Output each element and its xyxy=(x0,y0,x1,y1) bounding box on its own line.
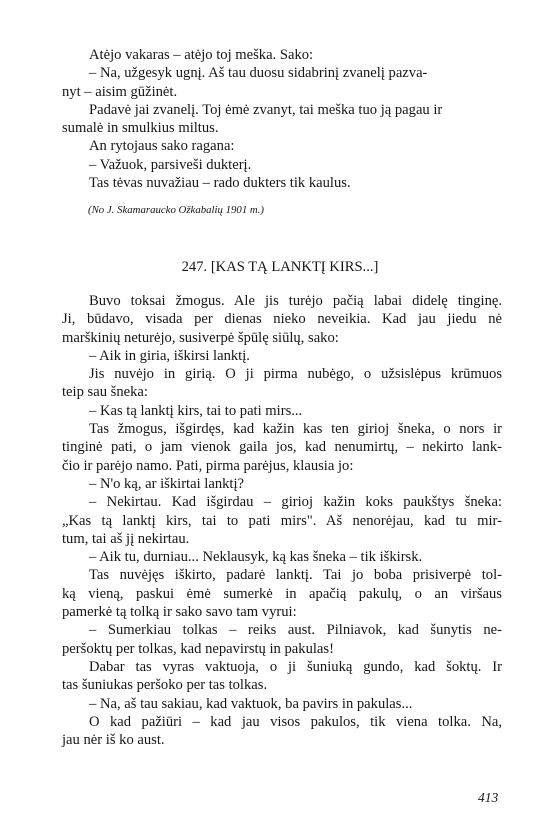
text-line: peršoktų per tolkas, kad nepavirstų in pakulas! xyxy=(62,640,334,657)
text-line: Buvo toksai žmogus. Ale jis turėjo pačią labai didelę tinginę. xyxy=(89,293,502,309)
text-line: – Na, aš tau sakiau, kad vaktuok, ba pavirs in pakulas... xyxy=(89,695,413,712)
text-line: Padavė jai zvanelį. Toj ėmė zvanyt, tai meška tuo ją pagau ir xyxy=(89,101,443,118)
source-note: (No J. Skamaraucko Ožkabalių 1901 m.) xyxy=(88,204,265,216)
text-line: tinginė pati, o jam vienok gaila jos, kad nenumirtų, – nekirto lank- xyxy=(62,439,502,456)
section-1-text xyxy=(62,46,502,192)
text-line: – Na, užgesyk ugnį. Aš tau duosu sidabrinį zvanelį pazva- xyxy=(89,65,428,82)
text-line: tum, tai aš jį nekirtau. xyxy=(62,530,190,547)
text-line: pamerkė tą tolką ir sako savo tam vyrui: xyxy=(62,604,297,621)
text-line: teip sau šneka: xyxy=(62,384,148,401)
page-number: 413 xyxy=(478,790,499,805)
text-line: – Nekirtau. Kad išgirdau – girioj kažin koks paukštys šneka: xyxy=(89,494,502,511)
text-line: Tas nuvėjęs iškirto, padarė lanktį. Tai jo boba prisiverpė tol- xyxy=(89,567,502,584)
story-title: 247. [KAS TĄ LANKTĮ KIRS...] xyxy=(181,259,379,275)
text-line: – Važuok, parsiveši dukterį. xyxy=(89,156,252,173)
text-line: sumalė in smulkius miltus. xyxy=(62,120,219,137)
text-line: O kad pažiūri – kad jau visos pakulos, tik viena tolka. Na, xyxy=(89,713,502,730)
text-line: Jis nuvėjo in girią. O ji pirma nubėgo, o užsislėpus krūmuos xyxy=(89,366,502,383)
text-line: jau nėr iš ko aust. xyxy=(62,732,165,749)
text-line: nyt – aisim gūžinėt. xyxy=(62,83,178,100)
text-line: – Sumerkiau tolkas – reiks aust. Pilniavok, kad šunytis ne- xyxy=(89,622,502,639)
text-line: tas šuniukas peršoko per tas tolkas. xyxy=(62,677,268,694)
text-line: – Kas tą lanktį kirs, tai to pati mirs... xyxy=(89,402,303,419)
text-line: – Aik tu, durniau... Neklausyk, ką kas šneka – tik iškirsk. xyxy=(89,549,423,566)
text-line: Ji, būdavo, visada per dienas nieko neveikia. Kad jau jiedu nė xyxy=(62,311,502,328)
text-line: „Kas tą lanktį kirs, tai to pati mirs". Aš nenorėjau, kad tu mir- xyxy=(62,512,502,529)
text-line: marškinių neturėjo, susiverpė špūlę siūlų, sako: xyxy=(62,329,339,346)
text-line: ką vieną, paskui ėmė sumerkė in apačią pakulų, o an viršaus xyxy=(62,585,502,602)
text-line: čio ir parėjo namo. Pati, pirma parėjus, klausia jo: xyxy=(62,457,354,474)
text-line: Atėjo vakaras – atėjo toj meška. Sako: xyxy=(89,47,314,63)
section-2-text xyxy=(62,292,502,749)
text-line: An rytojaus sako ragana: xyxy=(89,138,235,155)
text-line: – N'o ką, ar iškirtai lanktį? xyxy=(89,475,245,492)
text-line: Tas tėvas nuvažiau – rado dukters tik kaulus. xyxy=(89,175,351,192)
text-line: Tas žmogus, išgirdęs, kad kažin kas ten girioj šneka, o nors ir xyxy=(89,421,502,438)
text-line: – Aik in giria, iškirsi lanktį. xyxy=(89,347,250,364)
text-line: Dabar tas vyras vaktuoja, o ji šuniuką gundo, kad šoktų. Ir xyxy=(89,658,502,675)
